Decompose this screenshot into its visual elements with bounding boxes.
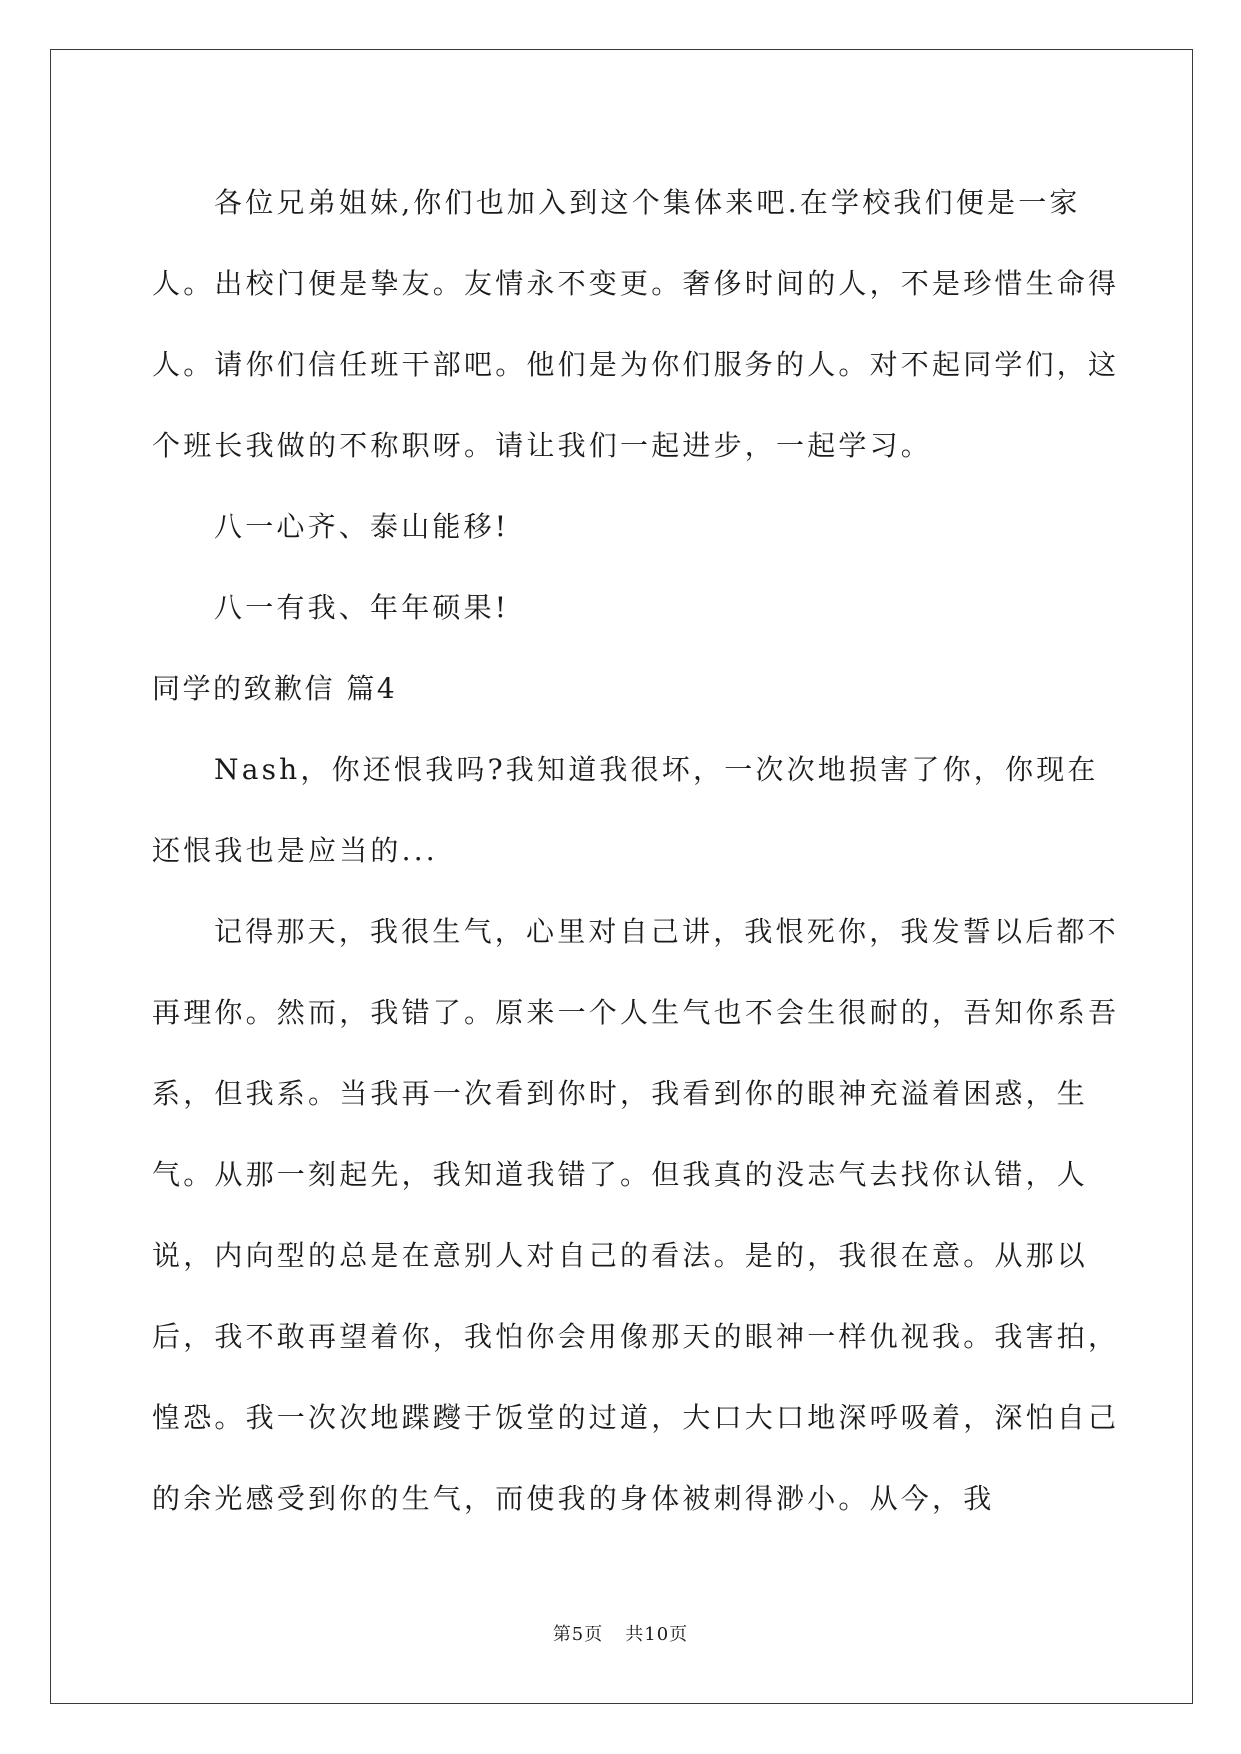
page-footer xyxy=(0,1620,1241,1646)
document-body xyxy=(152,162,1120,1539)
paragraph-nash-opening: Nash，你还恨我吗?我知道我很坏，一次次地损害了你，你现在还恨我也是应当的... xyxy=(152,753,1099,867)
page-number: 第5页 xyxy=(552,1624,604,1645)
page-total: 共10页 xyxy=(625,1624,689,1645)
paragraph-class-appeal: 各位兄弟姐妹,你们也加入到这个集体来吧.在学校我们便是一家人。出校门便是挚友。友情永不变更。奢侈时间的人，不是珍惜生命得人。请你们信任班干部吧。他们是为你们服务的人。对不起同学们，这个班长我做的不称职呀。请让我们一起进步，一起学习。 xyxy=(152,186,1120,462)
paragraph-apology-body: 记得那天，我很生气，心里对自己讲，我恨死你，我发誓以后都不再理你。然而，我错了。原来一个人生气也不会生很耐的，吾知你系吾系，但我系。当我再一次看到你时，我看到你的眼神充溢着困惑，生气。从那一刻起先，我知道我错了。但我真的没志气去找你认错，人说，内向型的总是在意别人对自己的看法。是的，我很在意。从那以后，我不敢再望着你，我怕你会用像那天的眼神一样仇视我。我害拍，惶恐。我一次次地蹀躞于饭堂的过道，大口大口地深呼吸着，深怕自己的余光感受到你的生气，而使我的身体被刺得渺小。从今，我 xyxy=(152,915,1120,1515)
paragraph-slogan-2: 八一有我、年年硕果! xyxy=(214,591,510,624)
paragraph-slogan-1: 八一心齐、泰山能移! xyxy=(214,510,510,543)
section-heading: 同学的致歉信 篇4 xyxy=(152,672,398,705)
